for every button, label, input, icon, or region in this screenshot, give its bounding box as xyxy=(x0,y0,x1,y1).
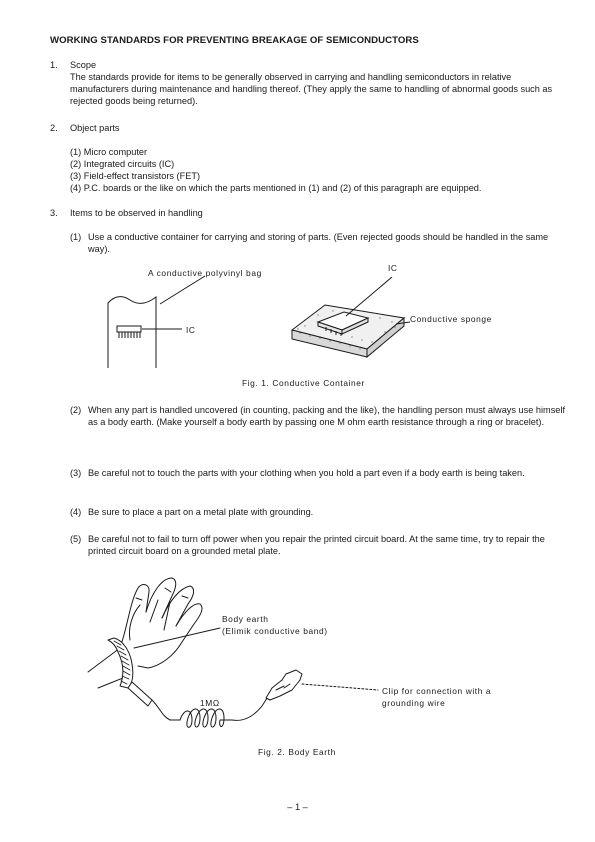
clip-label: Clip for connection with a xyxy=(382,686,492,696)
resistor-label: 1MΩ xyxy=(200,698,220,708)
item-text: Be careful not to fail to turn off power when you repair the printed circuit board. At the same time, try to repair the printed circuit board on a grounded metal plate. xyxy=(88,534,545,556)
section-number: 3. xyxy=(50,208,58,218)
page-title: WORKING STANDARDS FOR PREVENTING BREAKAGE OF SEMICONDUCTORS xyxy=(50,35,419,46)
band-label-detail: (Elimik conductive band) xyxy=(222,626,328,636)
clip-label-detail: grounding wire xyxy=(382,698,446,708)
item-number: (2) xyxy=(70,405,82,415)
list-item: (2) Integrated circuits (IC) xyxy=(70,159,175,169)
figure-caption: Fig. 2. Body Earth xyxy=(258,747,336,757)
ic-label-right: IC xyxy=(388,263,398,273)
list-item: (4) P.C. boards or the like on which the parts mentioned in (1) and (2) of this paragraph are equipped. xyxy=(70,183,482,193)
item-text: Be sure to place a part on a metal plate with grounding. xyxy=(88,507,314,517)
section-body: The standards provide for items to be generally observed in carrying and handling semiconductors in relative manufacturers during maintenance and handling thereof. (They apply the same to handling of abnormal goods such as rejected goods being returned). xyxy=(70,72,553,106)
list-item: (3) Field-effect transistors (FET) xyxy=(70,171,201,181)
band-label: Body earth xyxy=(222,614,269,624)
item-text: Be careful not to touch the parts with your clothing when you hold a part even if a body earth is being taken. xyxy=(88,468,525,478)
item-text: Use a conductive container for carrying and storing of parts. (Even rejected goods should be handled in the same way). xyxy=(88,232,549,254)
page-number: – 1 – xyxy=(287,802,308,812)
ic-label-left: IC xyxy=(186,325,196,335)
item-text: When any part is handled uncovered (in counting, packing and the like), the handling person must always use himself as a body earth. (Make yourself a body earth by passing one M ohm earth resistance through a ring or bracelet). xyxy=(88,405,566,427)
item-number: (3) xyxy=(70,468,82,478)
section-number: 1. xyxy=(50,60,58,70)
figure-caption: Fig. 1. Conductive Container xyxy=(242,378,365,388)
section-heading: Object parts xyxy=(70,123,120,133)
item-number: (5) xyxy=(70,534,82,544)
section-heading: Scope xyxy=(70,60,97,70)
item-number: (4) xyxy=(70,507,82,517)
section-number: 2. xyxy=(50,123,58,133)
bag-label: A conductive polyvinyl bag xyxy=(148,268,262,278)
sponge-label: Conductive sponge xyxy=(410,314,492,324)
section-heading: Items to be observed in handling xyxy=(70,208,203,218)
item-number: (1) xyxy=(70,232,82,242)
list-item: (1) Micro computer xyxy=(70,147,148,157)
